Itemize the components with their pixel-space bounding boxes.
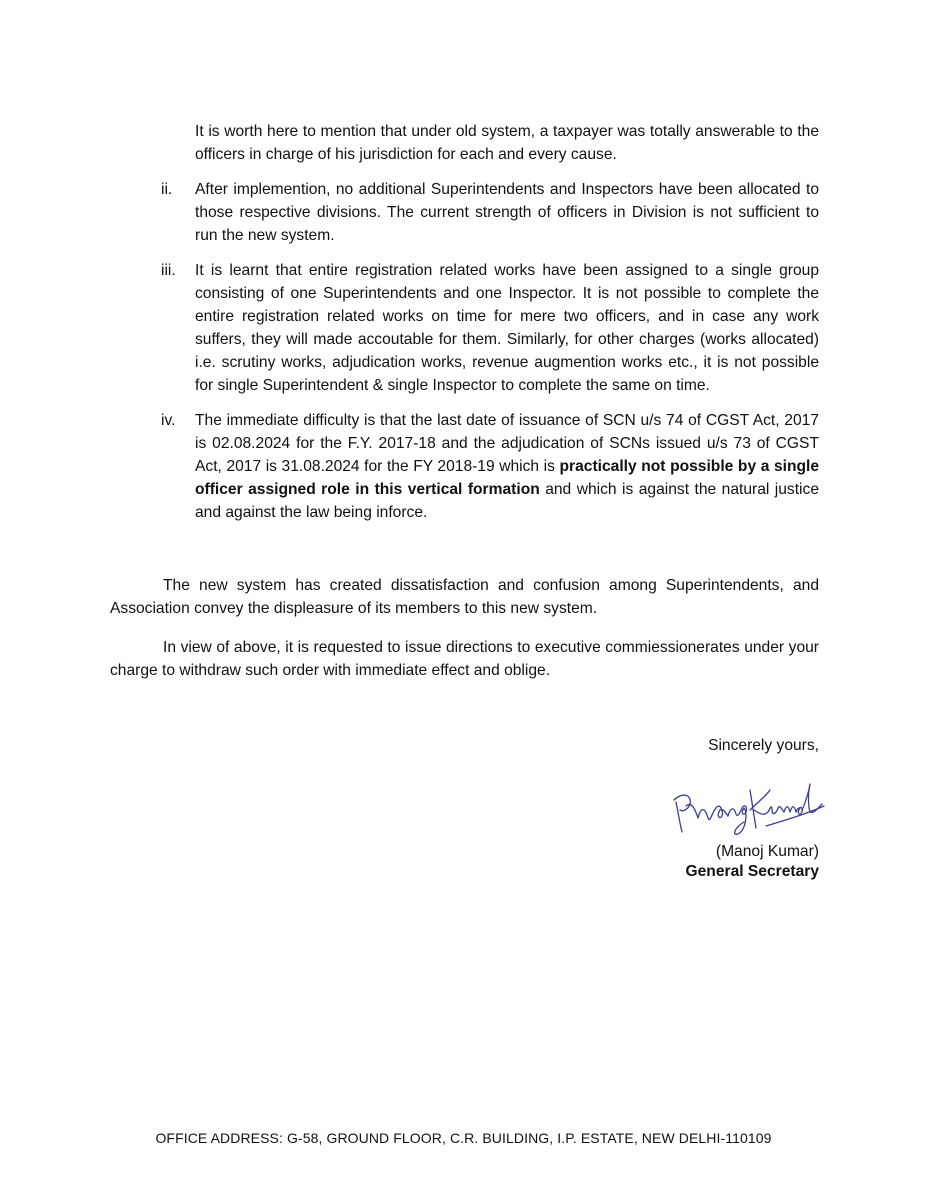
points-list	[110, 178, 819, 536]
list-marker: iii.	[161, 262, 176, 279]
dissatisfaction-paragraph: The new system has created dissatisfaction and confusion among Superintendents, and Association convey the displeasure of its members to this new system.	[110, 577, 819, 617]
list-item-text: It is learnt that entire registration related works have been assigned to a single group consisting of one Superintendents and one Inspector. It is not possible to complete the entire registration related works on time for mere two officers, and in case any work suffers, they will made accoutable for them. Similarly, for other charges (works allocated) i.e. scrutiny works, adjudication works, revenue augmention works etc., it is not possible for single Superintendent & single Inspector to complete the same on time.	[195, 262, 819, 394]
signatory-name: (Manoj Kumar)	[715, 843, 819, 860]
request-paragraph: In view of above, it is requested to issue directions to executive commiessionerates under your charge to withdraw such order with immediate effect and oblige.	[110, 639, 819, 679]
list-item	[110, 259, 819, 397]
office-address-footer: OFFICE ADDRESS: G-58, GROUND FLOOR, C.R. BUILDING, I.P. ESTATE, NEW DELHI-110109	[155, 1130, 772, 1146]
list-item-text: After implemention, no additional Superintendents and Inspectors have been allocated to those respective divisions. The current strength of officers in Division is not sufficient to run the new system.	[195, 181, 819, 244]
list-marker: ii.	[161, 181, 173, 198]
list-item-text-before: The immediate difficulty is that the last date of issuance of SCN u/s 74 of CGST Act, 2017 is 02.08.2024 for the F.Y. 2017-18 and the adjudication of SCNs issued u/s 73 of CGST Act, 2017 is 31.08.2024 for the FY 2018-19 which is	[195, 412, 819, 475]
list-marker: iv.	[161, 412, 176, 429]
closing-salutation: Sincerely yours,	[708, 737, 819, 754]
list-item-text	[195, 409, 819, 524]
list-item-text-emphasis: practically not possible by a single officer assigned role in this vertical formation	[195, 458, 820, 498]
list-item-text-after: and which is against the natural justice and against the law being inforce.	[195, 481, 819, 521]
handwritten-signature	[668, 772, 828, 842]
list-item	[110, 178, 819, 247]
signatory-title: General Secretary	[685, 863, 819, 880]
continuation-paragraph: It is worth here to mention that under old system, a taxpayer was totally answerable to the officers in charge of his jurisdiction for each and every cause.	[195, 123, 819, 163]
list-item	[110, 409, 819, 524]
